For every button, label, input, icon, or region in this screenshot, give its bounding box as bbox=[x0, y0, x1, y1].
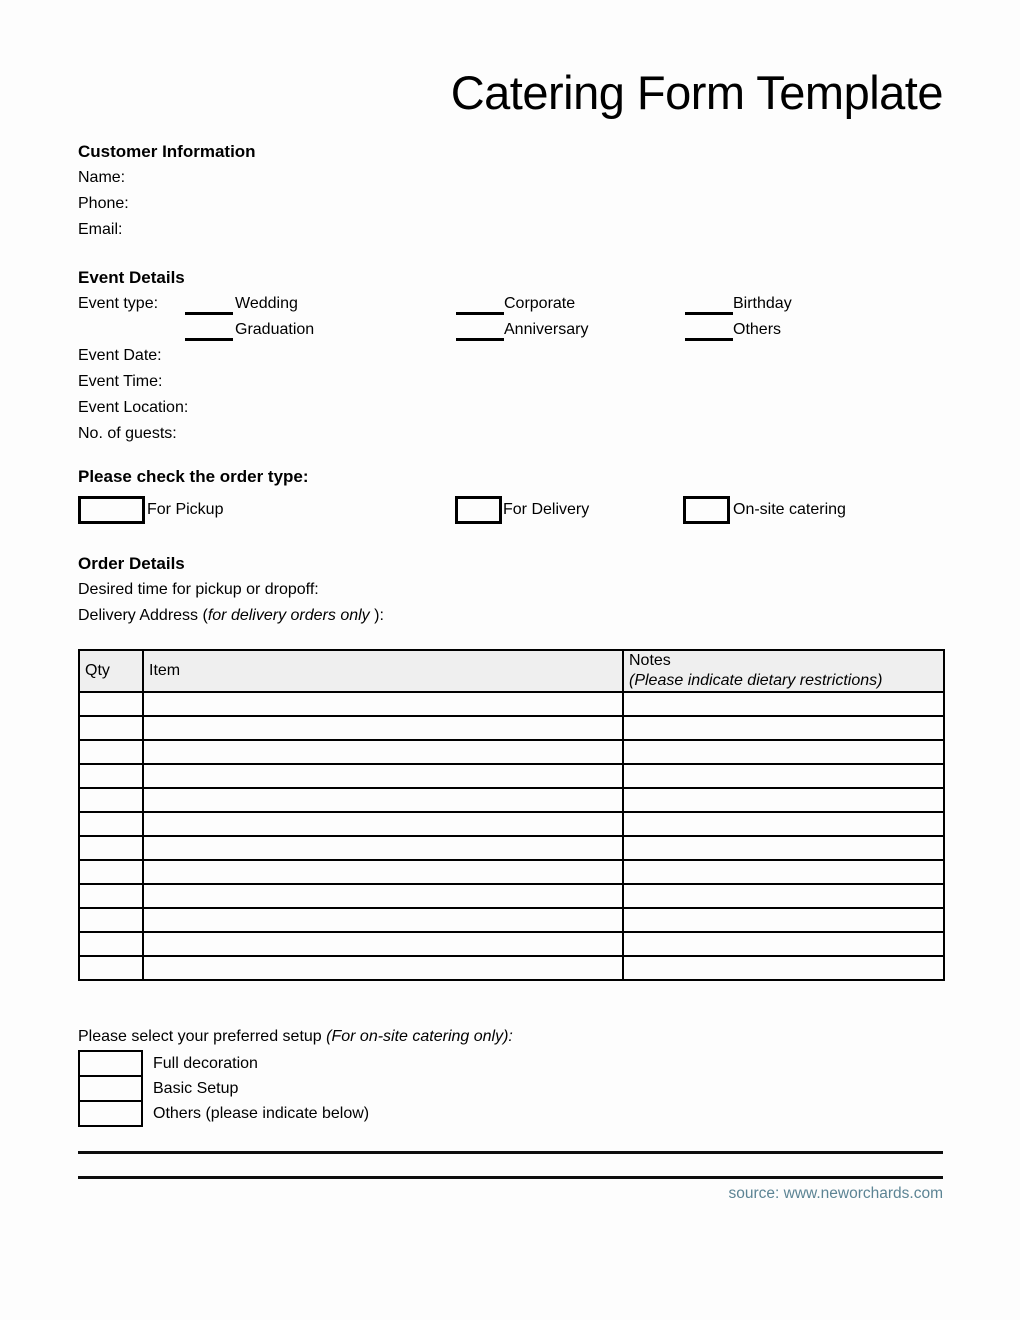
table-cell-item bbox=[143, 716, 623, 740]
table-cell-qty bbox=[79, 788, 143, 812]
for-delivery-label: For Delivery bbox=[503, 501, 590, 518]
table-row bbox=[79, 764, 944, 788]
table-row bbox=[79, 956, 944, 980]
event-type-option-corporate: Corporate bbox=[504, 295, 576, 312]
order-details-heading: Order Details bbox=[78, 554, 185, 573]
blank-line-wedding[interactable] bbox=[185, 295, 233, 315]
event-details-section bbox=[78, 265, 943, 447]
checkbox-basic-setup[interactable] bbox=[78, 1075, 143, 1102]
customer-information-heading: Customer Information bbox=[78, 142, 256, 161]
table-cell-item bbox=[143, 812, 623, 836]
table-cell-item bbox=[143, 788, 623, 812]
checkbox-for-pickup[interactable] bbox=[78, 496, 145, 524]
items-table-body bbox=[79, 692, 944, 980]
table-cell-qty bbox=[79, 860, 143, 884]
desired-time-label: Desired time for pickup or dropoff: bbox=[78, 581, 319, 598]
event-location-label: Event Location: bbox=[78, 399, 189, 416]
order-type-options-row bbox=[78, 496, 943, 524]
table-row bbox=[79, 716, 944, 740]
event-details-heading: Event Details bbox=[78, 268, 185, 287]
table-cell-qty bbox=[79, 716, 143, 740]
table-cell-notes bbox=[623, 692, 944, 716]
form-page bbox=[78, 0, 943, 1320]
table-cell-notes bbox=[623, 860, 944, 884]
checkbox-others[interactable] bbox=[78, 1100, 143, 1127]
item-column-header: Item bbox=[143, 650, 623, 692]
event-type-option-wedding: Wedding bbox=[235, 295, 298, 312]
guest-count-label: No. of guests: bbox=[78, 425, 177, 442]
table-cell-qty bbox=[79, 764, 143, 788]
checkbox-for-delivery[interactable] bbox=[455, 496, 502, 524]
table-cell-item bbox=[143, 764, 623, 788]
table-cell-qty bbox=[79, 692, 143, 716]
table-cell-notes bbox=[623, 956, 944, 980]
event-type-option-anniversary: Anniversary bbox=[504, 321, 589, 338]
order-type-section bbox=[78, 464, 943, 524]
checkbox-full-decoration[interactable] bbox=[78, 1050, 143, 1077]
horizontal-rule-top bbox=[78, 1151, 943, 1154]
basic-setup-label: Basic Setup bbox=[153, 1080, 239, 1097]
event-type-label: Event type: bbox=[78, 295, 159, 312]
table-cell-notes bbox=[623, 884, 944, 908]
onsite-catering-label: On-site catering bbox=[733, 501, 846, 518]
order-type-heading: Please check the order type: bbox=[78, 467, 309, 486]
table-cell-item bbox=[143, 908, 623, 932]
table-cell-notes bbox=[623, 812, 944, 836]
table-cell-qty bbox=[79, 836, 143, 860]
table-row bbox=[79, 788, 944, 812]
event-time-label: Event Time: bbox=[78, 373, 163, 390]
order-items-table bbox=[78, 649, 945, 981]
blank-line-anniversary[interactable] bbox=[456, 321, 504, 341]
event-type-row-1 bbox=[78, 291, 943, 317]
phone-field-label: Phone: bbox=[78, 195, 129, 212]
table-row bbox=[79, 692, 944, 716]
blank-line-others[interactable] bbox=[685, 321, 733, 341]
table-row bbox=[79, 884, 944, 908]
name-field-label: Name: bbox=[78, 169, 126, 186]
table-cell-item bbox=[143, 956, 623, 980]
setup-prompt: Please select your preferred setup (For on-site catering only): bbox=[78, 1028, 513, 1045]
event-type-row-2 bbox=[78, 317, 943, 343]
table-cell-notes bbox=[623, 740, 944, 764]
items-table-header bbox=[79, 650, 944, 692]
table-cell-notes bbox=[623, 932, 944, 956]
table-cell-qty bbox=[79, 932, 143, 956]
others-label: Others (please indicate below) bbox=[153, 1105, 370, 1122]
full-decoration-label: Full decoration bbox=[153, 1055, 258, 1072]
horizontal-rule-bottom bbox=[78, 1176, 943, 1179]
blank-line-birthday[interactable] bbox=[685, 295, 733, 315]
table-cell-notes bbox=[623, 836, 944, 860]
table-cell-item bbox=[143, 884, 623, 908]
customer-information-section bbox=[78, 139, 943, 243]
qty-column-header: Qty bbox=[79, 650, 143, 692]
source-credit-link[interactable]: source: www.neworchards.com bbox=[728, 1185, 943, 1202]
table-cell-notes bbox=[623, 908, 944, 932]
table-cell-qty bbox=[79, 812, 143, 836]
table-cell-qty bbox=[79, 956, 143, 980]
page-title: Catering Form Template bbox=[450, 66, 943, 119]
table-cell-qty bbox=[79, 884, 143, 908]
event-type-option-graduation: Graduation bbox=[235, 321, 315, 338]
table-cell-item bbox=[143, 860, 623, 884]
email-field-label: Email: bbox=[78, 221, 123, 238]
table-row bbox=[79, 740, 944, 764]
event-type-option-birthday: Birthday bbox=[733, 295, 792, 312]
event-type-option-others: Others bbox=[733, 321, 782, 338]
table-cell-notes bbox=[623, 788, 944, 812]
notes-column-header: Notes (Please indicate dietary restrictions) bbox=[623, 650, 944, 692]
table-cell-item bbox=[143, 740, 623, 764]
checkbox-onsite-catering[interactable] bbox=[683, 496, 730, 524]
delivery-address-label: Delivery Address (for delivery orders only ): bbox=[78, 607, 384, 624]
order-details-section bbox=[78, 551, 943, 629]
table-cell-qty bbox=[79, 908, 143, 932]
blank-line-graduation[interactable] bbox=[185, 321, 233, 341]
table-row bbox=[79, 836, 944, 860]
table-row bbox=[79, 908, 944, 932]
table-cell-notes bbox=[623, 764, 944, 788]
blank-line-corporate[interactable] bbox=[456, 295, 504, 315]
table-row bbox=[79, 812, 944, 836]
event-date-label: Event Date: bbox=[78, 347, 162, 364]
for-pickup-label: For Pickup bbox=[147, 501, 224, 518]
table-cell-qty bbox=[79, 740, 143, 764]
table-row bbox=[79, 932, 944, 956]
table-cell-item bbox=[143, 932, 623, 956]
table-cell-notes bbox=[623, 716, 944, 740]
table-cell-item bbox=[143, 692, 623, 716]
table-cell-item bbox=[143, 836, 623, 860]
table-row bbox=[79, 860, 944, 884]
